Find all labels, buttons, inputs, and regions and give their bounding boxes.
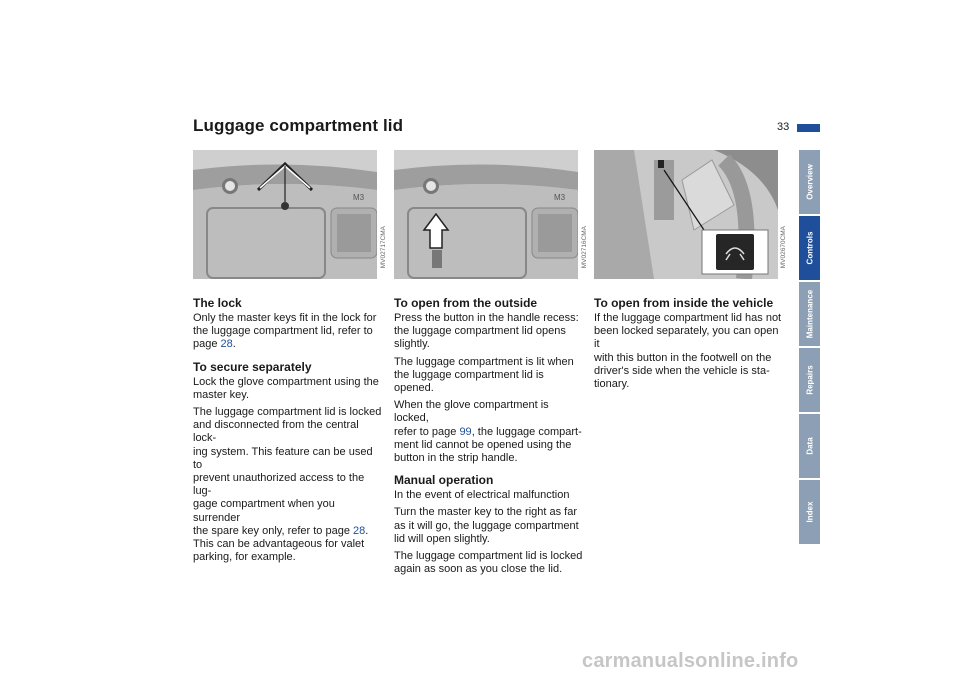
image-code: MV02670CMA [780,226,787,269]
paragraph: Press the button in the handle recess: the luggage compartment lid opens slightly. [394,312,579,351]
image-code: MV02717CMA [380,226,387,269]
tab-repairs[interactable]: Repairs [799,348,820,412]
column-1 [193,296,383,568]
page-link[interactable]: 28 [353,524,366,537]
svg-text:M3: M3 [353,193,365,202]
section-heading-the-lock: The lock [193,296,242,310]
footwell-illustration [594,150,778,279]
photo-handle-recess [394,150,578,279]
page-number-bar [797,124,820,132]
tab-controls[interactable]: Controls [799,216,820,280]
paragraph: When the glove compartment is locked, refer to page 99, the luggage compart- ment lid cannot be opened using the button in the strip handle. [394,399,582,465]
image-code: MV02716CMA [581,226,588,269]
page-title: Luggage compartment lid [193,116,404,135]
trunk-lock-illustration [193,150,377,279]
column-2 [394,296,584,580]
page-link[interactable]: 28 [220,338,233,351]
section-heading-secure: To secure separately [193,359,312,374]
section-heading-manual: Manual operation [394,473,494,488]
tab-index[interactable]: Index [799,480,820,544]
page-link[interactable]: 99 [459,425,472,438]
tab-data[interactable]: Data [799,414,820,478]
photo-trunk-lock [193,150,377,279]
handle-recess-illustration [394,150,578,279]
tab-overview[interactable]: Overview [799,150,820,214]
column-3 [594,296,784,395]
paragraph: The luggage compartment lid is locked and disconnected from the central lock- ing system. This feature can be used to prevent unauthorized access to the lug- gage compartment when you surrender the spare key only, refer to page 28. This can be advantageous for valet parking, for example. [193,406,382,564]
page-number: 33 [777,121,790,133]
photo-footwell-button [594,150,778,279]
paragraph: The luggage compartment lid is locked again as soon as you close the lid. [394,550,583,576]
tab-maintenance[interactable]: Maintenance [799,282,820,346]
paragraph: In the event of electrical malfunction [394,489,570,502]
svg-text:M3: M3 [554,193,566,202]
paragraph: Only the master keys fit in the lock for the luggage compartment lid, refer to page 28. [193,312,377,351]
section-heading-outside: To open from the outside [394,296,538,310]
paragraph: Lock the glove compartment using the master key. [193,375,379,401]
section-heading-inside: To open from inside the vehicle [594,296,774,310]
watermark: carmanualsonline.info [582,650,799,672]
paragraph: The luggage compartment is lit when the luggage compartment lid is opened. [394,355,574,395]
paragraph: Turn the master key to the right as far as it will go, the luggage compartment lid will open slightly. [394,506,579,545]
paragraph: If the luggage compartment lid has not been locked separately, you can open it with this button in the footwell on the driver's side when the vehicle is sta- tionary. [594,312,782,391]
